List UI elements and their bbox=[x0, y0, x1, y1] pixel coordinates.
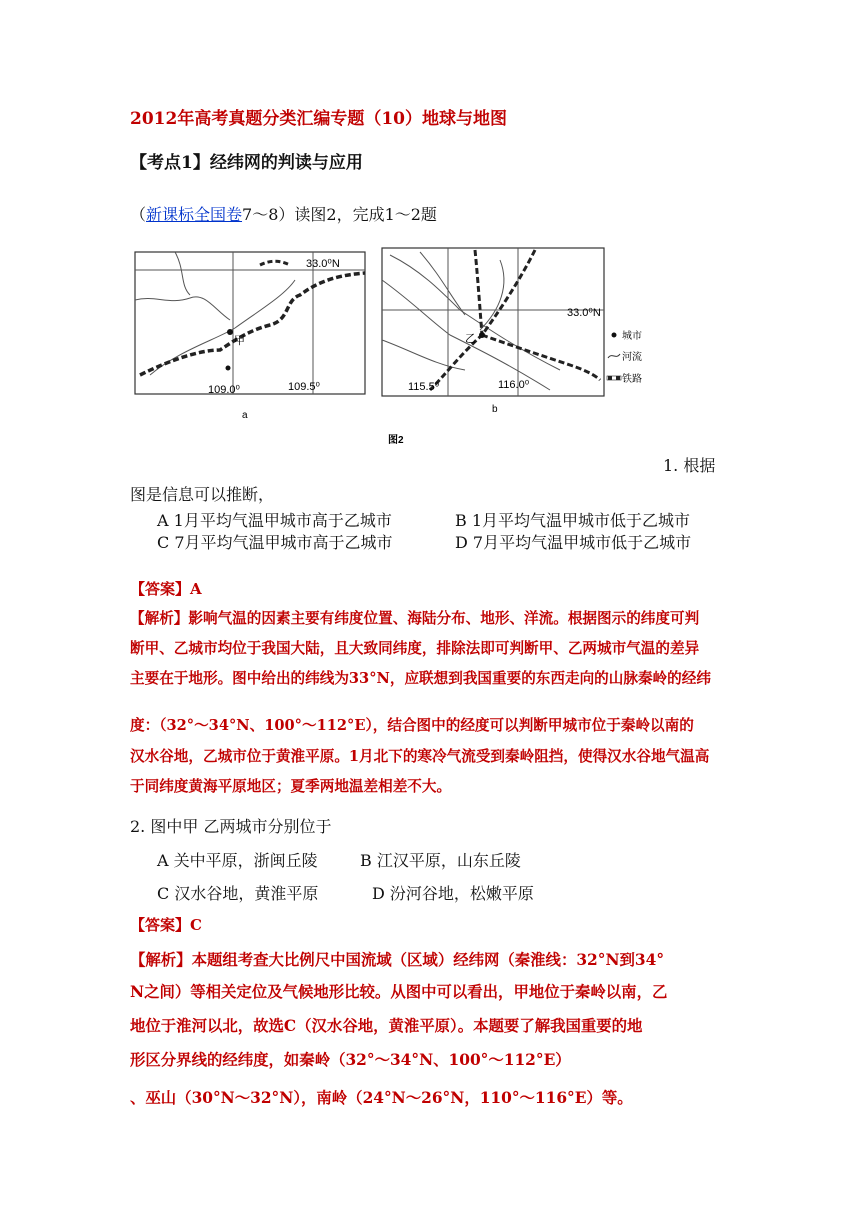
q1-explanation-line: 汉水谷地，乙城市位于黄淮平原。1月北下的寒冷气流受到秦岭阻挡，使得汉水谷地气温高 bbox=[130, 748, 710, 765]
map-b-lat-label: 33.0⁰N bbox=[567, 307, 601, 319]
page-title: 2012年高考真题分类汇编专题（10）地球与地图 bbox=[130, 109, 507, 129]
q1-explanation-line: 主要在于地形。图中给出的纬线为33°N，应联想到我国重要的东西走向的山脉秦岭的经纬 bbox=[130, 670, 711, 687]
map-b-river bbox=[382, 340, 465, 370]
map-a-river bbox=[135, 297, 230, 320]
map-a-city-label: 甲 bbox=[234, 335, 245, 347]
q1-option-d[interactable]: D 7月平均气温甲城市低于乙城市 bbox=[455, 533, 692, 552]
legend-city-label: 城市 bbox=[622, 331, 642, 342]
q2-stem: 2. 图中甲 乙两城市分别位于 bbox=[130, 817, 332, 836]
q2-option-d[interactable]: D 汾河谷地，松嫩平原 bbox=[372, 884, 534, 903]
q1-explanation-line: 度：（32°～34°N、100°～112°E），结合图中的经度可以判断甲城市位于秦岭以南的 bbox=[130, 717, 694, 734]
map-a-river bbox=[150, 280, 295, 375]
figure-caption: 图2 bbox=[388, 435, 404, 446]
map-a-city-jia bbox=[227, 329, 233, 335]
q2-option-a[interactable]: A 关中平原，浙闽丘陵 bbox=[157, 851, 318, 870]
legend-river-icon bbox=[608, 354, 620, 358]
map-a bbox=[135, 252, 365, 421]
q1-option-c[interactable]: C 7月平均气温甲城市高于乙城市 bbox=[157, 533, 393, 552]
q1-option-a[interactable]: A 1月平均气温甲城市高于乙城市 bbox=[157, 511, 392, 530]
section-heading: 【考点1】经纬网的判读与应用 bbox=[130, 153, 363, 173]
question-source bbox=[130, 202, 437, 225]
map-b bbox=[382, 248, 604, 415]
q2-explanation-line: 、巫山（30°N～32°N），南岭（24°N～26°N，110°～116°E）等。 bbox=[130, 1089, 633, 1107]
q1-stem: 图是信息可以推断， bbox=[130, 485, 275, 504]
figure-2-maps bbox=[120, 240, 642, 455]
legend-city-icon bbox=[612, 333, 617, 338]
map-a-lon2-label: 109.5⁰ bbox=[288, 381, 320, 393]
map-b-city-label: 乙 bbox=[465, 333, 476, 345]
source-rest: 7～8）读图2，完成1～2题 bbox=[242, 205, 437, 224]
legend-river-label: 河流 bbox=[622, 352, 642, 363]
source-link[interactable]: 新课标全国卷 bbox=[146, 205, 243, 224]
map-legend bbox=[607, 329, 642, 385]
legend-railway-label: 铁路 bbox=[622, 374, 642, 385]
q1-explanation-line: 断甲、乙城市均位于我国大陆，且大致同纬度，排除法即可判断甲、乙两城市气温的差异 bbox=[130, 640, 700, 657]
map-b-railway bbox=[482, 335, 600, 380]
map-b-caption: b bbox=[492, 404, 498, 415]
map-a-railway bbox=[140, 273, 365, 375]
map-a-lon1-label: 109.0⁰ bbox=[208, 384, 240, 396]
q2-explanation-line: 地位于淮河以北，故选C（汉水谷地，黄淮平原）。本题要了解我国重要的地 bbox=[130, 1017, 643, 1035]
q1-option-b[interactable]: B 1月平均气温甲城市低于乙城市 bbox=[455, 511, 691, 530]
map-b-river bbox=[420, 252, 465, 315]
q2-explanation-line: 【解析】本题组考查大比例尺中国流域（区域）经纬网（秦淮线：32°N到34° bbox=[130, 951, 665, 969]
q2-option-b[interactable]: B 江汉平原，山东丘陵 bbox=[360, 851, 521, 870]
map-a-river bbox=[175, 252, 190, 295]
map-a-caption: a bbox=[242, 410, 248, 421]
legend-railway-icon bbox=[607, 376, 621, 380]
q1-explanation-line: 【解析】影响气温的因素主要有纬度位置、海陆分布、地形、洋流。根据图示的纬度可判 bbox=[130, 610, 700, 627]
q2-explanation-line: N之间）等相关定位及气候地形比较。从图中可以看出，甲地位于秦岭以南，乙 bbox=[130, 983, 668, 1001]
q2-answer: 【答案】C bbox=[130, 916, 202, 934]
q1-explanation-line: 于同纬度黄海平原地区；夏季两地温差相差不大。 bbox=[130, 778, 452, 795]
map-a-city bbox=[226, 366, 231, 371]
q1-answer: 【答案】A bbox=[130, 580, 202, 598]
map-b-city-yi bbox=[479, 332, 485, 338]
q1-number: 1. 根据 bbox=[663, 456, 716, 475]
map-a-railway bbox=[260, 261, 290, 265]
map-b-lon2-label: 116.0⁰ bbox=[498, 379, 530, 391]
map-b-railway bbox=[430, 250, 535, 390]
map-a-lat-label: 33.0⁰N bbox=[306, 258, 340, 270]
q2-option-c[interactable]: C 汉水谷地，黄淮平原 bbox=[157, 884, 319, 903]
map-b-lon1-label: 115.5⁰ bbox=[408, 381, 440, 393]
source-open-paren: （ bbox=[130, 205, 147, 224]
q2-explanation-line: 形区分界线的经纬度，如秦岭（32°～34°N、100°～112°E） bbox=[130, 1051, 571, 1069]
